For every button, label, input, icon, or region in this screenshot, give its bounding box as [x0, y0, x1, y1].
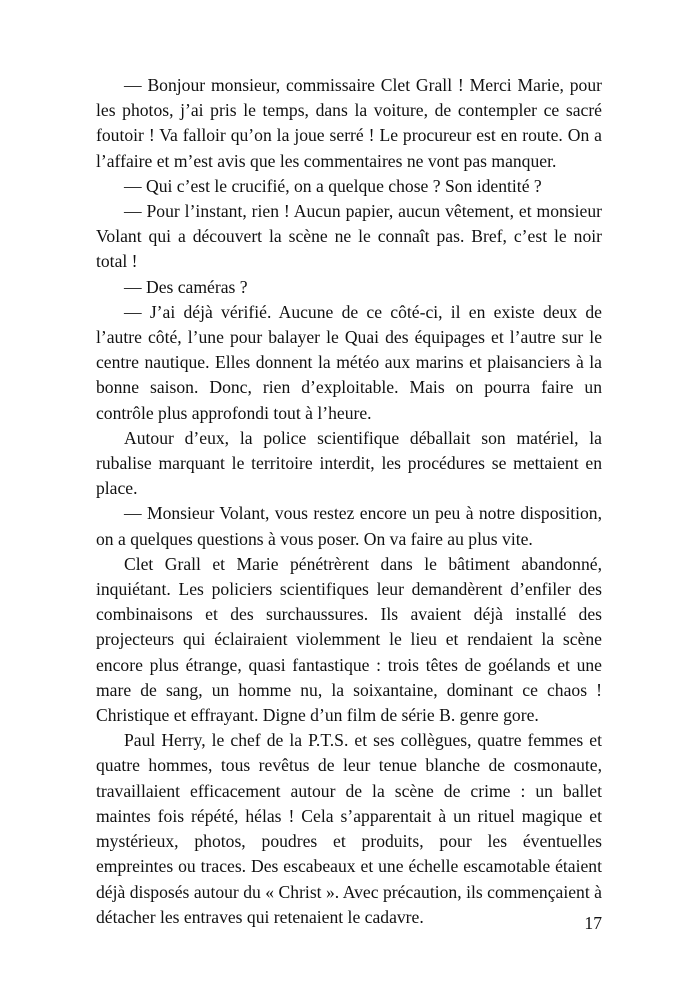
paragraph: — Bonjour monsieur, commissaire Clet Grall ! Merci Marie, pour les photos, j’ai pris le temps, dans la voiture, de contempler ce sacré foutoir ! Va falloir qu’on la joue serré ! Le procureur est en route. On a l’affaire et m’est avis que les commentaires ne vont pas manquer.	[96, 75, 602, 171]
paragraph: Autour d’eux, la police scientifique déballait son matériel, la rubalise marquant le territoire interdit, les procédures se mettaient en place.	[96, 427, 602, 499]
paragraph: Clet Grall et Marie pénétrèrent dans le bâtiment abandonné, inquiétant. Les policiers scientifiques leur demandèrent d’enfiler des combinaisons et des surchaussures. Ils avaient déjà installé des projecteurs qui éclairaient violemment le lieu et rendaient la scène encore plus étrange, quasi fantastique : trois têtes de goélands et une mare de sang, un homme nu, la soixantaine, dominant ce chaos ! Christique et effrayant. Digne d’un film de série B. genre gore.	[96, 553, 602, 726]
paragraph: — Monsieur Volant, vous restez encore un peu à notre disposition, on a quelques questions à vous poser. On va faire au plus vite.	[96, 503, 602, 549]
paragraph: — J’ai déjà vérifié. Aucune de ce côté-ci, il en existe deux de l’autre côté, l’une pour balayer le Quai des équipages et l’autre sur le centre nautique. Elles donnent la météo aux marins et plaisanciers à la bonne saison. Donc, rien d’exploitable. Mais on pourra faire un contrôle plus approfondi tout à l’heure.	[96, 301, 602, 423]
page-body	[96, 73, 602, 930]
paragraph: — Qui c’est le crucifié, on a quelque chose ? Son identité ?	[124, 175, 542, 196]
paragraph: — Pour l’instant, rien ! Aucun papier, aucun vêtement, et monsieur Volant qui a découvert la scène ne le connaît pas. Bref, c’est le noir total !	[96, 201, 602, 272]
page-number: 17	[584, 913, 602, 933]
paragraph: — Des caméras ?	[124, 276, 248, 297]
paragraph: Paul Herry, le chef de la P.T.S. et ses collègues, quatre femmes et quatre hommes, tous revêtus de leur tenue blanche de cosmonaute, travaillaient efficacement autour de la scène de crime : un ballet maintes fois répété, hélas ! Cela s’apparentait à un rituel magique et mystérieux, photos, poudres et produits, pour les éventuelles empreintes ou traces. Des escabeaux et une échelle escamotable étaient déjà disposés autour du « Christ ». Avec précaution, ils commençaient à détacher les entraves qui retenaient le cadavre.	[96, 730, 602, 927]
